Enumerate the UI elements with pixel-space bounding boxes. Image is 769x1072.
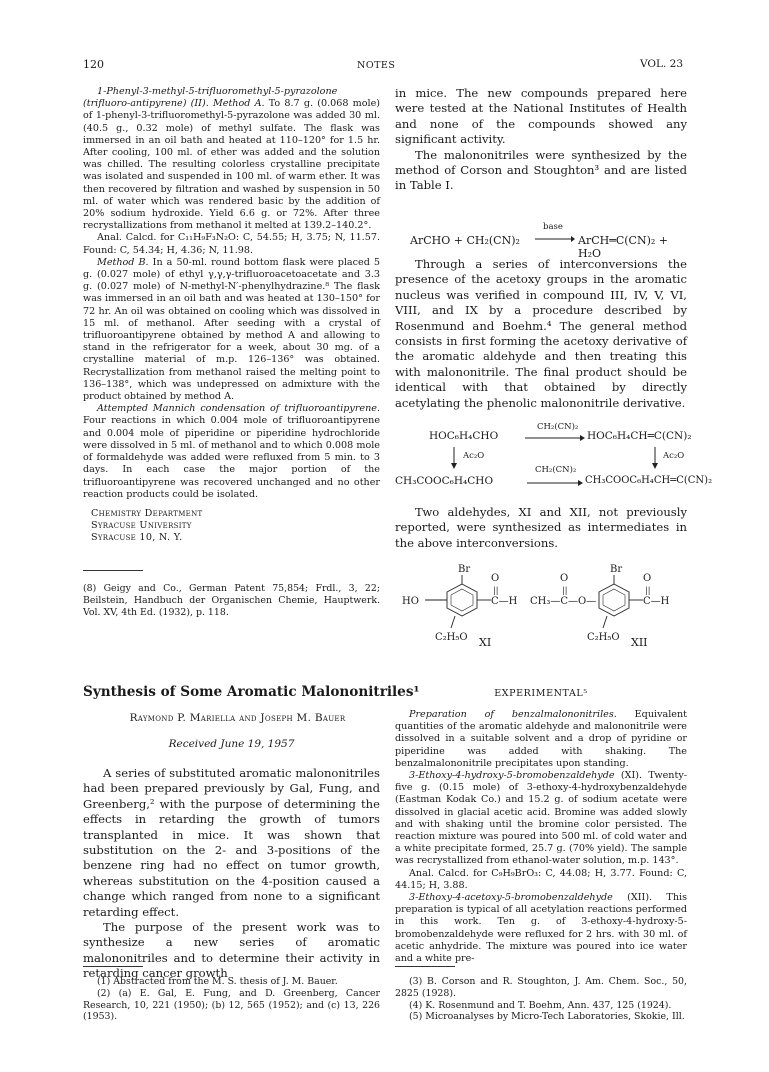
experimental-paragraph-1 <box>395 709 687 770</box>
experimental-1-body: Equivalent quantities of the aromatic aldehyde and malononitrile were dissolved in a suitable solvent and a drop of pyridine or piperidine was added with shaking. The benzalmalononitrile precipitates upon standing. <box>395 709 687 769</box>
volume-label: VOL. 23 <box>640 58 684 70</box>
xi-aldehyde-label: C—H <box>491 596 518 607</box>
xi-o-label: O <box>491 573 500 584</box>
xi-ho-label: HO <box>402 596 419 607</box>
method-paragraph: The malononitriles were synthesized by the method of Corson and Stoughton³ and are listed in Table I. <box>395 147 687 193</box>
article-intro <box>83 766 380 982</box>
affiliation-line-3: Syracuse 10, N. Y. <box>91 532 183 544</box>
mannich-paragraph <box>83 403 380 501</box>
xi-double-bond: || <box>493 586 499 595</box>
method-b-title: Method B. <box>97 256 149 268</box>
footnote-3: (3) B. Corson and R. Stoughton, J. Am. Chem. Soc., 50, 2825 (1928). <box>395 976 687 999</box>
left-top-column <box>83 86 380 545</box>
interconversion-paragraph <box>395 257 687 411</box>
structure-diagram <box>395 562 695 667</box>
footnote-rule-left-bottom <box>83 966 143 967</box>
footnote-rule-right-bottom <box>395 966 455 967</box>
xi-compound-label: XI <box>479 636 492 649</box>
scheme-right-arrow <box>650 447 660 469</box>
experimental-2-title: 3-Ethoxy-4-hydroxy-5-bromobenzaldehyde <box>409 770 615 782</box>
footnote-rule-left-top <box>83 570 143 571</box>
footnotes-left <box>83 976 380 1023</box>
scheme-left-reagent: Ac₂O <box>463 451 485 461</box>
footnotes-right <box>395 976 687 1023</box>
equation-1-condition: base <box>543 222 563 232</box>
analysis-1: Anal. Calcd. for C₁₁H₉F₃N₂O: C, 54.55; H, 3.75; N, 11.57. Found: C, 54.34; H, 4.36; N, 11.98. <box>83 232 380 256</box>
article-title: Synthesis of Some Aromatic Malononitriles¹ <box>83 684 420 700</box>
scheme-right-reagent: Ac₂O <box>663 451 685 461</box>
interconversion-scheme <box>395 420 713 492</box>
intro-paragraph-1: A series of substituted aromatic malononitriles had been prepared previously by Gal, Fung, and Greenberg,² with the purpose of determining the effects in retarding the growth of tumors transplanted in mice. It was shown that substitution on the 2- and 3-positions of the benzene ring had no effect on tumor growth, whereas substitution on the 4-position caused a change which ranged from none to a significant retarding effect. <box>83 766 380 919</box>
footnote-4: (4) K. Rosenmund and T. Boehm, Ann. 437, 125 (1924). <box>409 999 672 1011</box>
xii-o-label: O <box>643 573 652 584</box>
scheme-top-reagent: CH₂(CN)₂ <box>537 422 579 432</box>
scheme-left-arrow <box>449 447 459 469</box>
xii-compound-label: XII <box>631 636 648 649</box>
method-a-paragraph <box>83 86 380 232</box>
xii-br-label: Br <box>610 564 623 575</box>
received-date: Received June 19, 1957 <box>168 738 295 750</box>
experimental-3-title: 3-Ethoxy-4-acetoxy-5-bromobenzaldehyde <box>409 892 613 904</box>
experimental-heading: EXPERIMENTAL⁵ <box>494 688 588 699</box>
article-authors: Raymond P. Mariella and Joseph M. Bauer <box>129 712 346 724</box>
method-b-body: In a 50-ml. round bottom flask were placed 5 g. (0.027 mole) of ethyl γ,γ,γ-trifluoroacetoacetate and 3.3 g. (0.027 mole) of N-methyl-N′-phenylhydrazine.⁸ The flask was immersed in an oil bath and was heated at 130–150° for 72 hr. An oil was obtained on cooling which was dissolved in 15 ml. of methanol. After seeding with a crystal of trifluoroantipyrene obtained by method A and allowing to stand in the refrigerator for a week, about 30 mg. of a crystalline material of m.p. 126–136° was obtained. Recrystallization from methanol raised the melting point to 136–138°, which was undepressed on admixture with the product obtained by method A. <box>83 256 380 403</box>
footnote-2: (2) (a) E. Gal, E. Fung, and D. Greenberg, Cancer Research, 10, 221 (1950); (b) 12, 565 (1952); and (c) 13, 226 (1953). <box>83 987 380 1023</box>
xi-ethoxy-label: C₂H₅O <box>435 632 468 643</box>
method-b-paragraph <box>83 257 380 403</box>
equation-1 <box>410 222 690 258</box>
aldehydes-paragraph <box>395 505 687 551</box>
equation-1-arrow <box>535 234 575 244</box>
scheme-bottom-left: CH₃COOC₆H₄CHO <box>395 475 494 487</box>
equation-1-reactants: ArCHO + CH₂(CN)₂ <box>410 234 520 247</box>
right-top-column <box>395 86 687 194</box>
running-title: NOTES <box>357 60 396 71</box>
xii-acetyl-double-bond: || <box>562 586 568 595</box>
scheme-bottom-arrow <box>527 479 583 487</box>
scheme-top-left: HOC₆H₄CHO <box>429 430 499 442</box>
experimental-column <box>395 709 687 965</box>
scheme-top-arrow <box>525 434 585 442</box>
scheme-bottom-reagent: CH₂(CN)₂ <box>535 465 577 475</box>
xii-aldehyde-label: C—H <box>643 596 670 607</box>
affiliation-line-2: Syracuse University <box>91 520 192 532</box>
footnote-1: (1) Abstracted from the M. S. thesis of J. M. Bauer. <box>97 976 338 987</box>
scheme-top-right: HOC₆H₄CH═C(CN)₂ <box>587 430 692 442</box>
xii-double-bond: || <box>645 586 651 595</box>
structure-xi <box>402 564 518 649</box>
intro-paragraph-2: The purpose of the present work was to synthesize a new series of aromatic malononitriles and to determine their activity in retarding cancer growth <box>83 920 380 981</box>
footnote-8: (8) Geigy and Co., German Patent 75,854; Frdl., 3, 22; Beilstein, Handbuch der Organischen Chemie, Hauptwerk. Vol. XV, 4th Ed. (1932), p. 118. <box>83 583 380 618</box>
affiliation <box>83 508 380 545</box>
experimental-1-title: Preparation of benzalmalononitriles. <box>409 709 617 720</box>
page-number: 120 <box>83 58 104 71</box>
xii-acetyl-o-label: O <box>560 573 569 584</box>
aldehydes-text: Two aldehydes, XI and XII, not previously reported, were synthesized as intermediates in the above interconversions. <box>395 505 687 550</box>
method-a-body: To 8.7 g. (0.068 mole) of 1-phenyl-3-trifluoromethyl-5-pyrazolone was added 30 ml. (40.5 g., 0.32 mole) of methyl sulfate. The flask was immersed in an oil bath and heated at 110–120° for 1.5 hr. After cooling, 100 ml. of ether was added and the solution was chilled. The resulting colorless crystalline precipitate was isolated and suspended in 100 ml. of warm ether. It was then recovered by filtration and washed by suspension in 50 ml. of water which was rendered basic by the addition of 20% sodium hydroxide. Yield 6.6 g. or 72%. After three recrystallizations from methanol it melted at 139.2–140.2°. <box>83 98 380 232</box>
mannich-title: Attempted Mannich condensation of trifluoroantipyrene. <box>97 403 380 415</box>
experimental-2-body: (XI). Twenty-five g. (0.15 mole) of 3-ethoxy-4-hydroxybenzaldehyde (Eastman Kodak Co.) and 15.2 g. of sodium acetate were dissolved in glacial acetic acid. Bromine was added slowly and with shaking until the bromine color persisted. The reaction mixture was poured into 500 ml. of cold water and a white precipitate formed, 25.7 g. (70% yield). The sample was recrystallized from ethanol-water solution, m.p. 143°. <box>395 770 687 867</box>
xii-ethoxy-label: C₂H₅O <box>587 632 620 643</box>
xii-acetyl-label: CH₃—C—O— <box>530 596 597 607</box>
xi-br-label: Br <box>458 564 471 575</box>
scheme-bottom-right: CH₃COOC₆H₄CH═C(CN)₂ <box>585 475 713 486</box>
interconversion-text: Through a series of interconversions the presence of the acetoxy groups in the aromatic nucleus was verified in compound III, IV, V, VI, VIII, and IX by a procedure described by Rosenmund and Boehm.⁴ The general method consists in first forming the acetoxy derivative of the aromatic aldehyde and then treating this with malononitrile. The final product should be identical with that obtained by directly acetylating the phenolic malononitrile derivative. <box>395 257 687 410</box>
analysis-2: Anal. Calcd. for C₉H₉BrO₃: C, 44.08; H, 3.77. Found: C, 44.15; H, 3.88. <box>395 867 687 891</box>
experimental-paragraph-3 <box>395 892 687 965</box>
affiliation-line-1: Chemistry Department <box>91 507 203 519</box>
mannich-body: Four reactions in which 0.004 mole of trifluoroantipyrene and 0.004 mole of piperidine or piperidine hydrochloride were dissolved in 5 ml. of methanol and to which 0.008 mole of formaldehyde was added were refluxed from 5 min. to 3 days. In each case the major portion of the trifluoroantipyrene was recovered unchanged and no other reaction products could be isolated. <box>83 415 380 500</box>
structure-xii <box>530 564 670 649</box>
method-a-title: 1-Phenyl-3-methyl-5-trifluoromethyl-5-pyrazolone (trifluoro-antipyrene) (II). Method A. <box>83 86 338 110</box>
experimental-3-body: (XII). This preparation is typical of all acetylation reactions performed in this work. Ten g. of 3-ethoxy-4-hydroxy-5-bromobenzaldehyde were refluxed for 2 hrs. with 30 ml. of acetic anhydride. The mixture was poured into ice water and a white pre- <box>395 892 687 965</box>
experimental-paragraph-2 <box>395 770 687 868</box>
footnote-5: (5) Microanalyses by Micro-Tech Laboratories, Skokie, Ill. <box>409 1011 685 1023</box>
results-paragraph: in mice. The new compounds prepared here were tested at the National Institutes of Health and none of the compounds showed any significant activity. <box>395 86 687 147</box>
equation-1-products: ArCH═C(CN)₂ + H₂O <box>578 234 668 260</box>
